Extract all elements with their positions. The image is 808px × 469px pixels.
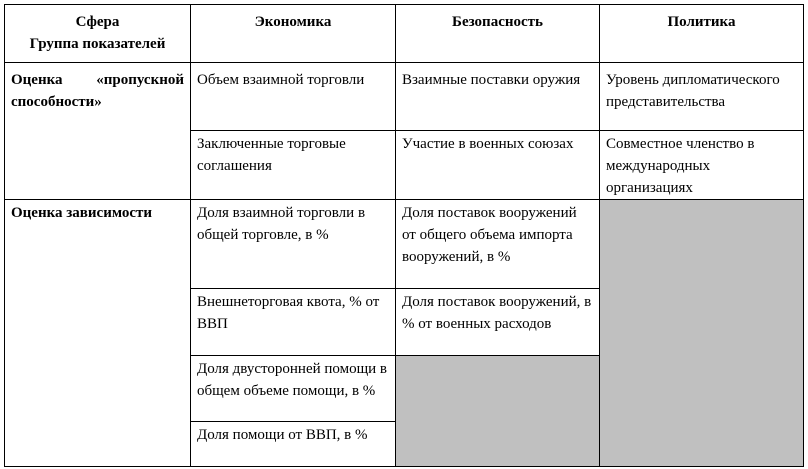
sphere-label: Сфера [75,14,120,30]
dependence-row-1 [5,200,804,289]
header-row [5,5,804,63]
throughput-security-cell-1: Взаимные поставки оружия [396,63,600,131]
security-empty-shaded-cell [396,356,600,467]
dependence-security-cell-1: Доля поставок вооружений от общего объема импорта вооружений, в % [396,200,600,289]
indicators-table [4,4,804,467]
dependence-security-cell-2: Доля поставок вооружений, в % от военных расходов [396,289,600,356]
throughput-politics-cell-1: Уровень дипломатического представительства [600,63,804,131]
politics-empty-shaded-cell [600,200,804,467]
throughput-security-cell-2: Участие в военных союзах [396,131,600,200]
security-header: Безопасность [396,5,600,63]
throughput-politics-cell-2: Совместное членство в международных организациях [600,131,804,200]
throughput-economy-cell-2: Заключенные торговые соглашения [191,131,396,200]
throughput-row-1 [5,63,804,131]
dependence-economy-cell-3: Доля двусторонней помощи в общем объеме помощи, в % [191,356,396,422]
dependence-group-label: Оценка зависимости [5,200,191,467]
economy-header: Экономика [191,5,396,63]
dependence-economy-cell-2: Внешнеторговая квота, % от ВВП [191,289,396,356]
politics-header: Политика [600,5,804,63]
throughput-group-label: Оценка «пропускной способности» [5,63,191,200]
dependence-economy-cell-4: Доля помощи от ВВП, в % [191,422,396,467]
indicator-group-label: Группа показателей [29,36,166,52]
throughput-economy-cell-1: Объем взаимной торговли [191,63,396,131]
corner-header-cell [5,5,191,63]
dependence-economy-cell-1: Доля взаимной торговли в общей торговле, в % [191,200,396,289]
